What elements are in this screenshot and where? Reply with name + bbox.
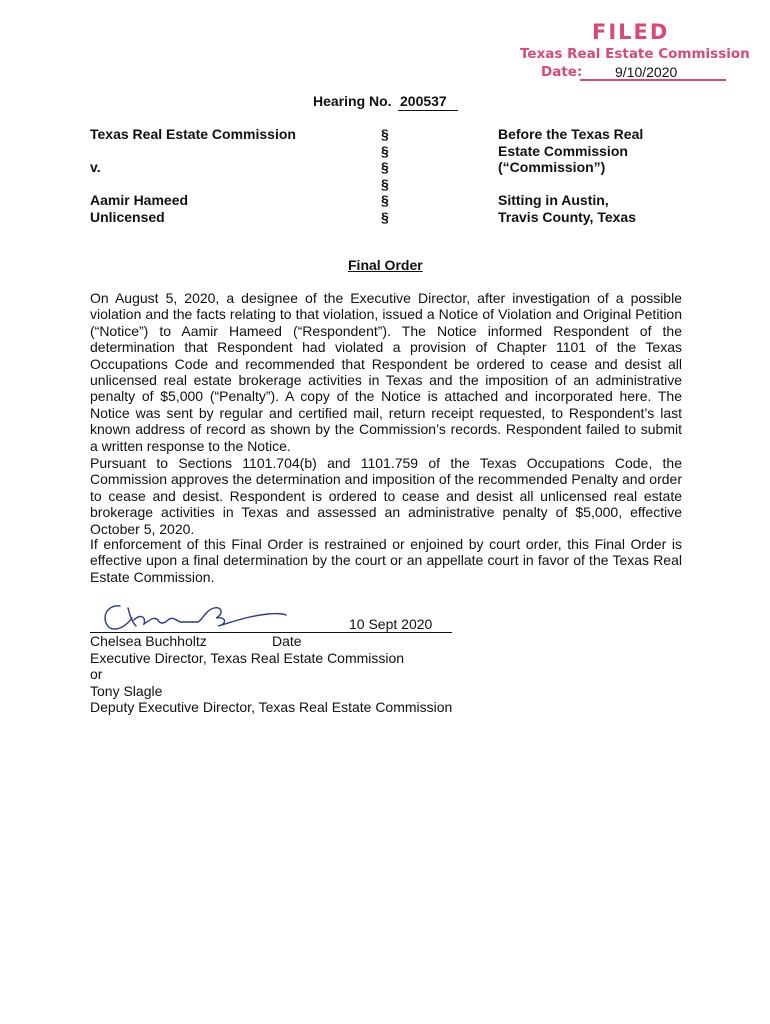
- section-symbol-column: [381, 126, 395, 225]
- section-symbol: §: [381, 126, 389, 142]
- body-paragraph-1: On August 5, 2020, a designee of the Executive Director, after investigation of a possible violation and the facts relating to that violation, issued a Notice of Violation and Original Petition (“Notice”) to Aamir Hameed (“Respondent”). The Notice informed Respondent of the determination that Respondent had violated a provision of Chapter 1101 of the Texas Occupations Code and recommended that Respondent be ordered to cease and desist all unlicensed real estate brokerage activities in Texas and the imposition of an administrative penalty of $5,000 (“Penalty”). A copy of the Notice is attached and incorporated here. The Notice was sent by regular and certified mail, return receipt requested, to Respondent’s last known address of record as shown by the Commission’s records. Respondent failed to submit a written response to the Notice.: [90, 290, 682, 454]
- body-paragraph-3: If enforcement of this Final Order is restrained or enjoined by court order, this Final Order is effective upon a final determination by the court or an appellate court in favor of the Texas Real Estate Commission.: [90, 536, 682, 585]
- alternate-signer-title: Deputy Executive Director, Texas Real Estate Commission: [90, 699, 453, 715]
- section-symbol: §: [381, 208, 389, 225]
- caption-right-line-6: Travis County, Texas: [498, 209, 636, 225]
- signer-or: or: [90, 666, 103, 682]
- filed-stamp-title: FILED: [592, 20, 670, 44]
- caption-left-line-5: Aamir Hameed: [90, 192, 189, 208]
- section-symbol: §: [381, 175, 389, 192]
- section-symbol: §: [381, 142, 389, 159]
- caption-right-line-5: Sitting in Austin,: [498, 192, 609, 208]
- hearing-number: 200537: [398, 93, 458, 111]
- body-paragraph-2: Pursuant to Sections 1101.704(b) and 1101.759 of the Texas Occupations Code, the Commission approves the determination and imposition of the recommended Penalty and order to cease and desist. Respondent is ordered to cease and desist all unlicensed real estate brokerage activities in Texas and assessed an administrative penalty of $5,000, effective October 5, 2020.: [90, 455, 682, 537]
- alternate-signer-name: Tony Slagle: [90, 683, 163, 699]
- signer-name: Chelsea Buchholtz: [90, 633, 207, 649]
- caption-left-line-1: Texas Real Estate Commission: [90, 126, 296, 142]
- handwritten-signature: [98, 598, 288, 634]
- signer-title: Executive Director, Texas Real Estate Commission: [90, 650, 405, 666]
- hearing-label: Hearing No.: [313, 93, 392, 109]
- signature-date: 10 Sept 2020: [349, 616, 433, 632]
- signature-date-label: Date: [272, 633, 302, 649]
- caption-left-line-6: Unlicensed: [90, 209, 165, 225]
- section-symbol: §: [381, 159, 389, 175]
- section-symbol: §: [381, 192, 389, 208]
- filed-stamp-date-label: Date:: [541, 64, 583, 80]
- caption-right-line-1: Before the Texas Real: [498, 126, 644, 142]
- document-title: Final Order: [348, 257, 423, 273]
- filed-stamp-agency: Texas Real Estate Commission: [520, 46, 750, 62]
- caption-left-line-3: v.: [90, 159, 101, 175]
- caption-right-line-3: (“Commission”): [498, 159, 606, 175]
- caption-right-line-2: Estate Commission: [498, 143, 628, 159]
- filed-stamp-date-value: 9/10/2020: [615, 64, 678, 80]
